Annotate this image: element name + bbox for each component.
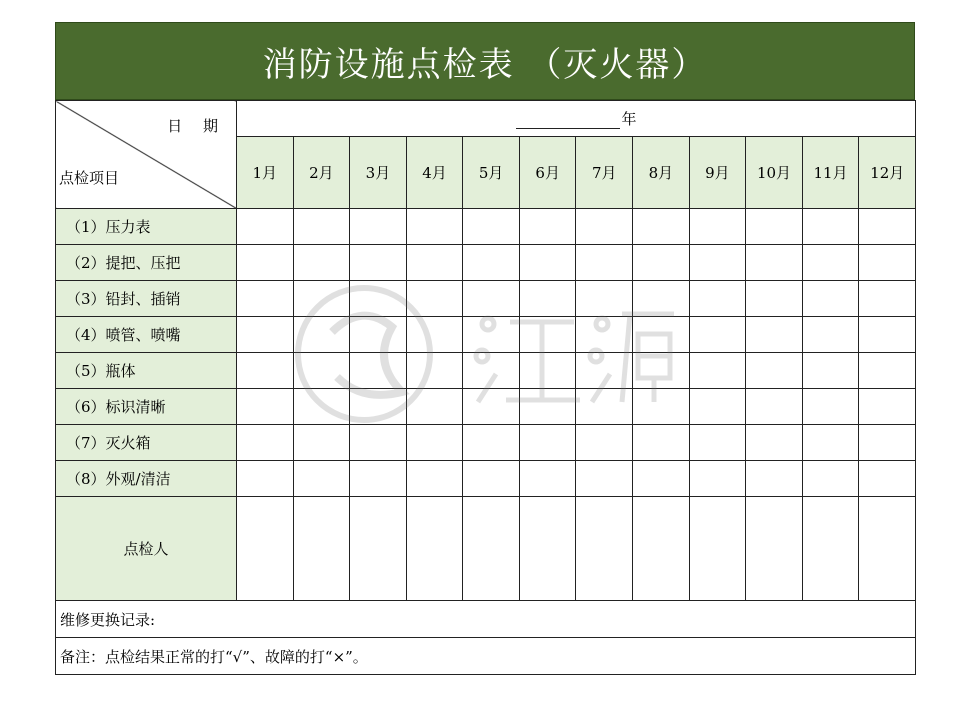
- inspection-sheet: [55, 22, 915, 675]
- item-row-6-label: （6）标识清晰: [56, 389, 237, 425]
- inspector-cell-11[interactable]: [802, 497, 859, 601]
- check-cell-8[interactable]: [633, 317, 690, 353]
- check-cell-5[interactable]: [463, 245, 520, 281]
- month-header-5: 5月: [463, 137, 520, 209]
- check-cell-6[interactable]: [519, 389, 576, 425]
- check-cell-3[interactable]: [350, 245, 407, 281]
- item-row-4-label: （4）喷管、喷嘴: [56, 317, 237, 353]
- item-row-2: [56, 245, 916, 281]
- check-cell-11[interactable]: [802, 461, 859, 497]
- check-cell-12[interactable]: [859, 209, 916, 245]
- item-row-7: [56, 425, 916, 461]
- item-row-3: [56, 281, 916, 317]
- check-cell-2[interactable]: [293, 281, 350, 317]
- check-cell-2[interactable]: [293, 209, 350, 245]
- check-cell-7[interactable]: [576, 245, 633, 281]
- item-row-5: [56, 353, 916, 389]
- inspector-cell-5[interactable]: [463, 497, 520, 601]
- check-cell-4[interactable]: [406, 245, 463, 281]
- check-cell-2[interactable]: [293, 353, 350, 389]
- inspector-cell-10[interactable]: [746, 497, 803, 601]
- check-cell-4[interactable]: [406, 425, 463, 461]
- check-cell-3[interactable]: [350, 425, 407, 461]
- check-cell-5[interactable]: [463, 281, 520, 317]
- check-cell-6[interactable]: [519, 245, 576, 281]
- check-cell-1[interactable]: [237, 389, 294, 425]
- date-label: 日 期: [167, 117, 226, 135]
- check-cell-7[interactable]: [576, 461, 633, 497]
- check-cell-10[interactable]: [746, 281, 803, 317]
- check-cell-5[interactable]: [463, 209, 520, 245]
- check-cell-9[interactable]: [689, 245, 746, 281]
- check-cell-2[interactable]: [293, 389, 350, 425]
- check-cell-2[interactable]: [293, 317, 350, 353]
- month-header-4: 4月: [406, 137, 463, 209]
- check-cell-7[interactable]: [576, 209, 633, 245]
- check-cell-3[interactable]: [350, 353, 407, 389]
- check-cell-3[interactable]: [350, 281, 407, 317]
- item-label: 点检项目: [59, 169, 120, 187]
- check-cell-7[interactable]: [576, 425, 633, 461]
- check-cell-6[interactable]: [519, 425, 576, 461]
- item-row-4: [56, 317, 916, 353]
- inspector-cell-8[interactable]: [633, 497, 690, 601]
- check-cell-1[interactable]: [237, 209, 294, 245]
- check-cell-11[interactable]: [802, 209, 859, 245]
- inspector-row-label: 点检人: [56, 497, 237, 601]
- check-cell-6[interactable]: [519, 281, 576, 317]
- month-header-8: 8月: [633, 137, 690, 209]
- check-cell-12[interactable]: [859, 281, 916, 317]
- check-cell-2[interactable]: [293, 425, 350, 461]
- check-cell-11[interactable]: [802, 317, 859, 353]
- check-cell-11[interactable]: [802, 353, 859, 389]
- check-cell-8[interactable]: [633, 209, 690, 245]
- check-cell-1[interactable]: [237, 425, 294, 461]
- check-cell-6[interactable]: [519, 353, 576, 389]
- check-cell-1[interactable]: [237, 461, 294, 497]
- check-cell-5[interactable]: [463, 317, 520, 353]
- inspector-cell-3[interactable]: [350, 497, 407, 601]
- check-cell-1[interactable]: [237, 353, 294, 389]
- year-cell[interactable]: [237, 101, 916, 137]
- check-cell-9[interactable]: [689, 389, 746, 425]
- check-cell-9[interactable]: [689, 461, 746, 497]
- item-row-8-label: （8）外观/清洁: [56, 461, 237, 497]
- check-cell-9[interactable]: [689, 317, 746, 353]
- maintenance-record[interactable]: 维修更换记录:: [56, 601, 916, 638]
- check-cell-12[interactable]: [859, 389, 916, 425]
- check-cell-1[interactable]: [237, 317, 294, 353]
- check-cell-4[interactable]: [406, 461, 463, 497]
- check-cell-10[interactable]: [746, 209, 803, 245]
- item-row-2-label: （2）提把、压把: [56, 245, 237, 281]
- check-cell-4[interactable]: [406, 389, 463, 425]
- month-header-6: 6月: [519, 137, 576, 209]
- inspector-cell-9[interactable]: [689, 497, 746, 601]
- item-row-1-label: （1）压力表: [56, 209, 237, 245]
- check-cell-5[interactable]: [463, 425, 520, 461]
- check-cell-5[interactable]: [463, 389, 520, 425]
- inspector-cell-1[interactable]: [237, 497, 294, 601]
- inspector-cell-2[interactable]: [293, 497, 350, 601]
- check-cell-9[interactable]: [689, 281, 746, 317]
- check-cell-5[interactable]: [463, 461, 520, 497]
- check-cell-9[interactable]: [689, 353, 746, 389]
- check-cell-4[interactable]: [406, 281, 463, 317]
- item-row-1: [56, 209, 916, 245]
- check-cell-11[interactable]: [802, 425, 859, 461]
- check-cell-10[interactable]: [746, 425, 803, 461]
- month-header-7: 7月: [576, 137, 633, 209]
- month-header-2: 2月: [293, 137, 350, 209]
- check-cell-10[interactable]: [746, 245, 803, 281]
- item-row-3-label: （3）铅封、插销: [56, 281, 237, 317]
- check-cell-11[interactable]: [802, 281, 859, 317]
- check-cell-2[interactable]: [293, 245, 350, 281]
- check-cell-8[interactable]: [633, 389, 690, 425]
- year-suffix: 年: [621, 110, 637, 128]
- check-cell-8[interactable]: [633, 281, 690, 317]
- item-row-8: [56, 461, 916, 497]
- month-header-10: 10月: [746, 137, 803, 209]
- check-cell-10[interactable]: [746, 461, 803, 497]
- inspector-cell-6[interactable]: [519, 497, 576, 601]
- month-header-12: 12月: [859, 137, 916, 209]
- check-cell-9[interactable]: [689, 209, 746, 245]
- check-cell-11[interactable]: [802, 389, 859, 425]
- check-cell-9[interactable]: [689, 425, 746, 461]
- check-cell-7[interactable]: [576, 317, 633, 353]
- check-cell-12[interactable]: [859, 461, 916, 497]
- item-row-7-label: （7）灭火箱: [56, 425, 237, 461]
- check-cell-12[interactable]: [859, 353, 916, 389]
- check-cell-12[interactable]: [859, 425, 916, 461]
- inspection-table: [55, 100, 916, 675]
- check-cell-3[interactable]: [350, 317, 407, 353]
- check-cell-8[interactable]: [633, 245, 690, 281]
- check-cell-10[interactable]: [746, 389, 803, 425]
- maintenance-record-row: [56, 601, 916, 638]
- month-header-1: 1月: [237, 137, 294, 209]
- inspector-cell-7[interactable]: [576, 497, 633, 601]
- check-cell-12[interactable]: [859, 317, 916, 353]
- check-cell-8[interactable]: [633, 353, 690, 389]
- check-cell-3[interactable]: [350, 389, 407, 425]
- remark-note: 备注：点检结果正常的打“√”、故障的打“×”。: [56, 638, 916, 675]
- check-cell-4[interactable]: [406, 317, 463, 353]
- check-cell-7[interactable]: [576, 281, 633, 317]
- item-row-6: [56, 389, 916, 425]
- inspector-cell-12[interactable]: [859, 497, 916, 601]
- check-cell-4[interactable]: [406, 209, 463, 245]
- check-cell-4[interactable]: [406, 353, 463, 389]
- check-cell-10[interactable]: [746, 317, 803, 353]
- check-cell-1[interactable]: [237, 245, 294, 281]
- check-cell-8[interactable]: [633, 425, 690, 461]
- remark-note-row: [56, 638, 916, 675]
- inspector-row: [56, 497, 916, 601]
- check-cell-6[interactable]: [519, 461, 576, 497]
- check-cell-2[interactable]: [293, 461, 350, 497]
- check-cell-6[interactable]: [519, 317, 576, 353]
- check-cell-11[interactable]: [802, 245, 859, 281]
- month-header-9: 9月: [689, 137, 746, 209]
- month-header-3: 3月: [350, 137, 407, 209]
- check-cell-7[interactable]: [576, 389, 633, 425]
- check-cell-3[interactable]: [350, 461, 407, 497]
- check-cell-10[interactable]: [746, 353, 803, 389]
- inspector-cell-4[interactable]: [406, 497, 463, 601]
- check-cell-5[interactable]: [463, 353, 520, 389]
- year-blank-line: [516, 110, 620, 129]
- item-row-5-label: （5）瓶体: [56, 353, 237, 389]
- check-cell-1[interactable]: [237, 281, 294, 317]
- check-cell-6[interactable]: [519, 209, 576, 245]
- check-cell-3[interactable]: [350, 209, 407, 245]
- header-row-year: [56, 101, 916, 137]
- check-cell-12[interactable]: [859, 245, 916, 281]
- month-header-11: 11月: [802, 137, 859, 209]
- check-cell-8[interactable]: [633, 461, 690, 497]
- diagonal-header-cell: [56, 101, 237, 209]
- sheet-title: 消防设施点检表 （灭火器）: [55, 22, 915, 100]
- check-cell-7[interactable]: [576, 353, 633, 389]
